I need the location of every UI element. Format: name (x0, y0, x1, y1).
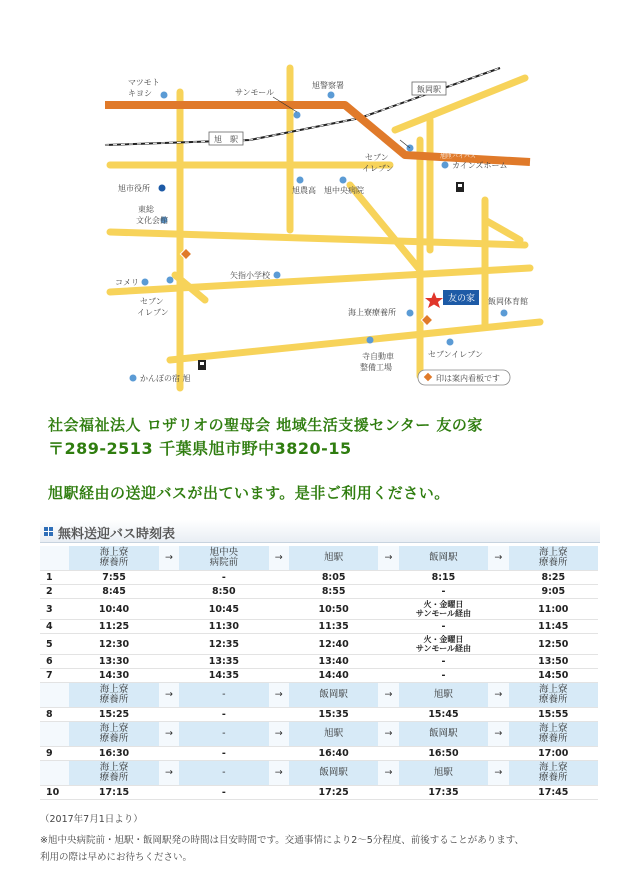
organization-address: 〒289-2513 千葉県旭市野中3820-15 (48, 439, 352, 458)
time-cell: 11:35 (289, 620, 378, 634)
timetable-header-row (40, 683, 598, 708)
run-number: 8 (40, 708, 69, 722)
arrow-icon: → (378, 683, 398, 708)
poi-seven-2-label: セブンイレブン (137, 297, 169, 317)
time-cell: 12:30 (69, 634, 158, 655)
run-number: 6 (40, 655, 69, 669)
timetable-note-2: 利用の際は早めにお待ちください。 (40, 852, 193, 863)
run-number: 4 (40, 620, 69, 634)
time-cell: 13:40 (289, 655, 378, 669)
run-number: 5 (40, 634, 69, 655)
arrow-icon: → (159, 722, 179, 747)
time-cell: 11:45 (509, 620, 598, 634)
arrow-icon: → (378, 722, 398, 747)
arrow-spacer (378, 747, 398, 761)
arrow-spacer (269, 786, 289, 800)
asahi-station-label: 旭 駅 (214, 135, 238, 144)
header-stop: 旭中央 病院前 (179, 546, 268, 571)
time-cell: 17:35 (399, 786, 488, 800)
time-cell: 13:35 (179, 655, 268, 669)
header-stop: 飯岡駅 (289, 683, 378, 708)
poi-cainz-label: カインズホーム (452, 161, 508, 170)
run-number: 10 (40, 786, 69, 800)
time-cell: - (399, 585, 488, 599)
roads (110, 68, 540, 388)
header-stop: 海上寮 療養所 (69, 761, 158, 786)
arrow-spacer (488, 786, 508, 800)
arrow-spacer (488, 708, 508, 722)
timetable-effective-date: （2017年7月1日より） (40, 814, 143, 825)
arrow-icon: → (378, 546, 398, 571)
grid-icon (44, 527, 53, 536)
arrow-icon: → (159, 761, 179, 786)
organization-name: 社会福祉法人 ロザリオの聖母会 地域生活支援センター 友の家 (48, 416, 483, 434)
arrow-icon: → (488, 683, 508, 708)
time-cell: 16:50 (399, 747, 488, 761)
arrow-spacer (269, 669, 289, 683)
arrow-spacer (269, 708, 289, 722)
arrow-spacer (159, 786, 179, 800)
header-stop: - (179, 761, 268, 786)
header-blank (40, 683, 69, 708)
time-cell: 8:15 (399, 571, 488, 585)
time-cell: 8:55 (289, 585, 378, 599)
run-number: 9 (40, 747, 69, 761)
timetable-row (40, 747, 598, 761)
time-cell: 8:05 (289, 571, 378, 585)
time-cell: 8:25 (509, 571, 598, 585)
tomonoie-label: 友の家 (448, 294, 476, 304)
time-cell: 10:45 (179, 599, 268, 620)
arrow-spacer (378, 585, 398, 599)
time-cell: 17:45 (509, 786, 598, 800)
arrow-spacer (269, 655, 289, 669)
header-stop: 海上寮 療養所 (509, 722, 598, 747)
time-cell: 15:35 (289, 708, 378, 722)
time-cell: - (399, 620, 488, 634)
arrow-spacer (488, 634, 508, 655)
time-cell: 13:50 (509, 655, 598, 669)
header-blank (40, 722, 69, 747)
arrow-spacer (488, 585, 508, 599)
arrow-icon: → (378, 761, 398, 786)
star-icon (425, 292, 443, 308)
timetable-header-row (40, 722, 598, 747)
poi-city-hall-label: 旭市役所 (118, 184, 150, 193)
timetable-header-row (40, 546, 598, 571)
iioka-station-label: 飯岡駅 (417, 85, 441, 94)
arrow-icon: → (269, 683, 289, 708)
time-cell: 8:45 (69, 585, 158, 599)
arrow-spacer (488, 599, 508, 620)
arrow-spacer (378, 599, 398, 620)
time-cell: 14:40 (289, 669, 378, 683)
header-stop: 海上寮 療養所 (509, 683, 598, 708)
time-cell: 11:25 (69, 620, 158, 634)
arrow-icon: → (159, 546, 179, 571)
header-stop: 海上寮 療養所 (69, 546, 158, 571)
timetable-row (40, 669, 598, 683)
time-cell: 12:40 (289, 634, 378, 655)
timetable-row (40, 708, 598, 722)
time-cell: 10:50 (289, 599, 378, 620)
gas-station-icon (456, 182, 464, 192)
poi-kanpo-label: かんぽの宿 旭 (140, 374, 191, 383)
timetable-row (40, 599, 598, 620)
arrow-spacer (378, 655, 398, 669)
header-blank (40, 546, 69, 571)
arrow-spacer (378, 786, 398, 800)
timetable-row (40, 585, 598, 599)
header-stop: - (179, 722, 268, 747)
poi-gym-label: 飯岡体育館 (488, 297, 528, 306)
arrow-spacer (159, 708, 179, 722)
arrow-icon: → (488, 722, 508, 747)
timetable-title: 無料送迎バス時刻表 (58, 527, 176, 542)
timetable-row (40, 655, 598, 669)
arrow-spacer (488, 747, 508, 761)
time-cell: - (399, 655, 488, 669)
time-cell: - (179, 747, 268, 761)
arrow-icon: → (488, 546, 508, 571)
arrow-spacer (378, 620, 398, 634)
header-stop: 旭駅 (399, 683, 488, 708)
arrow-spacer (159, 620, 179, 634)
poi-police-label: 旭警察署 (312, 81, 344, 90)
time-cell: 10:40 (69, 599, 158, 620)
arrow-spacer (159, 599, 179, 620)
poi-komeri-label: コメリ (115, 278, 139, 287)
poi-sunmall-label: サンモール (235, 88, 275, 97)
header-stop: - (179, 683, 268, 708)
timetable-row (40, 786, 598, 800)
time-cell: 火・金曜日 サンモール経由 (399, 599, 488, 620)
header-stop: 飯岡駅 (399, 722, 488, 747)
timetable-title-bar (40, 520, 600, 543)
legend-label: 印は案内看板です (436, 374, 500, 383)
arrow-icon: → (269, 546, 289, 571)
header-stop: 飯岡駅 (399, 546, 488, 571)
bypass-label: 旭匝バイパス (440, 153, 476, 160)
arrow-spacer (488, 620, 508, 634)
time-cell: - (179, 571, 268, 585)
header-stop: 旭駅 (289, 722, 378, 747)
time-cell: 17:00 (509, 747, 598, 761)
poi-bunka-label: 東総文化会館 (136, 205, 168, 225)
time-cell: 12:35 (179, 634, 268, 655)
time-cell: 15:55 (509, 708, 598, 722)
arrow-spacer (488, 571, 508, 585)
arrow-icon: → (159, 683, 179, 708)
arrow-icon: → (269, 722, 289, 747)
run-number: 7 (40, 669, 69, 683)
time-cell: 7:55 (69, 571, 158, 585)
bus-timetable (40, 546, 598, 800)
arrow-spacer (159, 634, 179, 655)
time-cell: - (179, 708, 268, 722)
time-cell: 14:30 (69, 669, 158, 683)
arrow-spacer (269, 747, 289, 761)
poi-hospital-label: 旭中央病院 (324, 186, 364, 195)
arrow-spacer (269, 585, 289, 599)
time-cell: 14:50 (509, 669, 598, 683)
timetable-row (40, 571, 598, 585)
poi-jidosha-label: 寺自動車整備工場 (360, 352, 394, 372)
arrow-spacer (269, 571, 289, 585)
access-map (0, 0, 635, 400)
arrow-spacer (159, 669, 179, 683)
arrow-spacer (378, 708, 398, 722)
poi-matsumoto-label: マツモトキヨシ (128, 78, 160, 98)
timetable-row (40, 620, 598, 634)
arrow-spacer (269, 634, 289, 655)
arrow-spacer (378, 669, 398, 683)
arrow-spacer (378, 634, 398, 655)
time-cell: 15:25 (69, 708, 158, 722)
run-number: 2 (40, 585, 69, 599)
arrow-spacer (488, 669, 508, 683)
time-cell: - (399, 669, 488, 683)
time-cell: 14:35 (179, 669, 268, 683)
poi-seven-3-label: セブンイレブン (428, 350, 483, 359)
time-cell: 16:30 (69, 747, 158, 761)
poi-kaijo-label: 海上寮療養所 (348, 308, 396, 317)
time-cell: - (179, 786, 268, 800)
time-cell: 17:15 (69, 786, 158, 800)
timetable-note-1: ※旭中央病院前・旭駅・飯岡駅発の時間は目安時間です。交通事情により2〜5分程度、前後することがあります、 (40, 835, 525, 846)
poi-agri-high-label: 旭農高 (292, 186, 316, 195)
time-cell: 12:50 (509, 634, 598, 655)
poi-school-label: 矢指小学校 (230, 271, 270, 280)
time-cell: 11:30 (179, 620, 268, 634)
header-stop: 海上寮 療養所 (509, 546, 598, 571)
time-cell: 9:05 (509, 585, 598, 599)
bus-announcement: 旭駅経由の送迎バスが出ています。是非ご利用ください。 (48, 484, 450, 502)
time-cell: 8:50 (179, 585, 268, 599)
run-number: 1 (40, 571, 69, 585)
arrow-icon: → (269, 761, 289, 786)
arrow-spacer (159, 571, 179, 585)
arrow-spacer (159, 655, 179, 669)
time-cell: 11:00 (509, 599, 598, 620)
header-stop: 旭駅 (289, 546, 378, 571)
header-stop: 飯岡駅 (289, 761, 378, 786)
header-stop: 海上寮 療養所 (509, 761, 598, 786)
gas-station-icon (198, 360, 206, 370)
header-stop: 海上寮 療養所 (69, 722, 158, 747)
arrow-spacer (488, 655, 508, 669)
time-cell: 13:30 (69, 655, 158, 669)
arrow-spacer (269, 620, 289, 634)
time-cell: 火・金曜日 サンモール経由 (399, 634, 488, 655)
time-cell: 16:40 (289, 747, 378, 761)
timetable-header-row (40, 761, 598, 786)
header-stop: 旭駅 (399, 761, 488, 786)
time-cell: 15:45 (399, 708, 488, 722)
arrow-spacer (159, 747, 179, 761)
header-blank (40, 761, 69, 786)
arrow-spacer (159, 585, 179, 599)
poi-seven-1-label: セブンイレブン (362, 153, 394, 173)
arrow-icon: → (488, 761, 508, 786)
arrow-spacer (269, 599, 289, 620)
time-cell: 17:25 (289, 786, 378, 800)
header-stop: 海上寮 療養所 (69, 683, 158, 708)
timetable-row (40, 634, 598, 655)
arrow-spacer (378, 571, 398, 585)
run-number: 3 (40, 599, 69, 620)
